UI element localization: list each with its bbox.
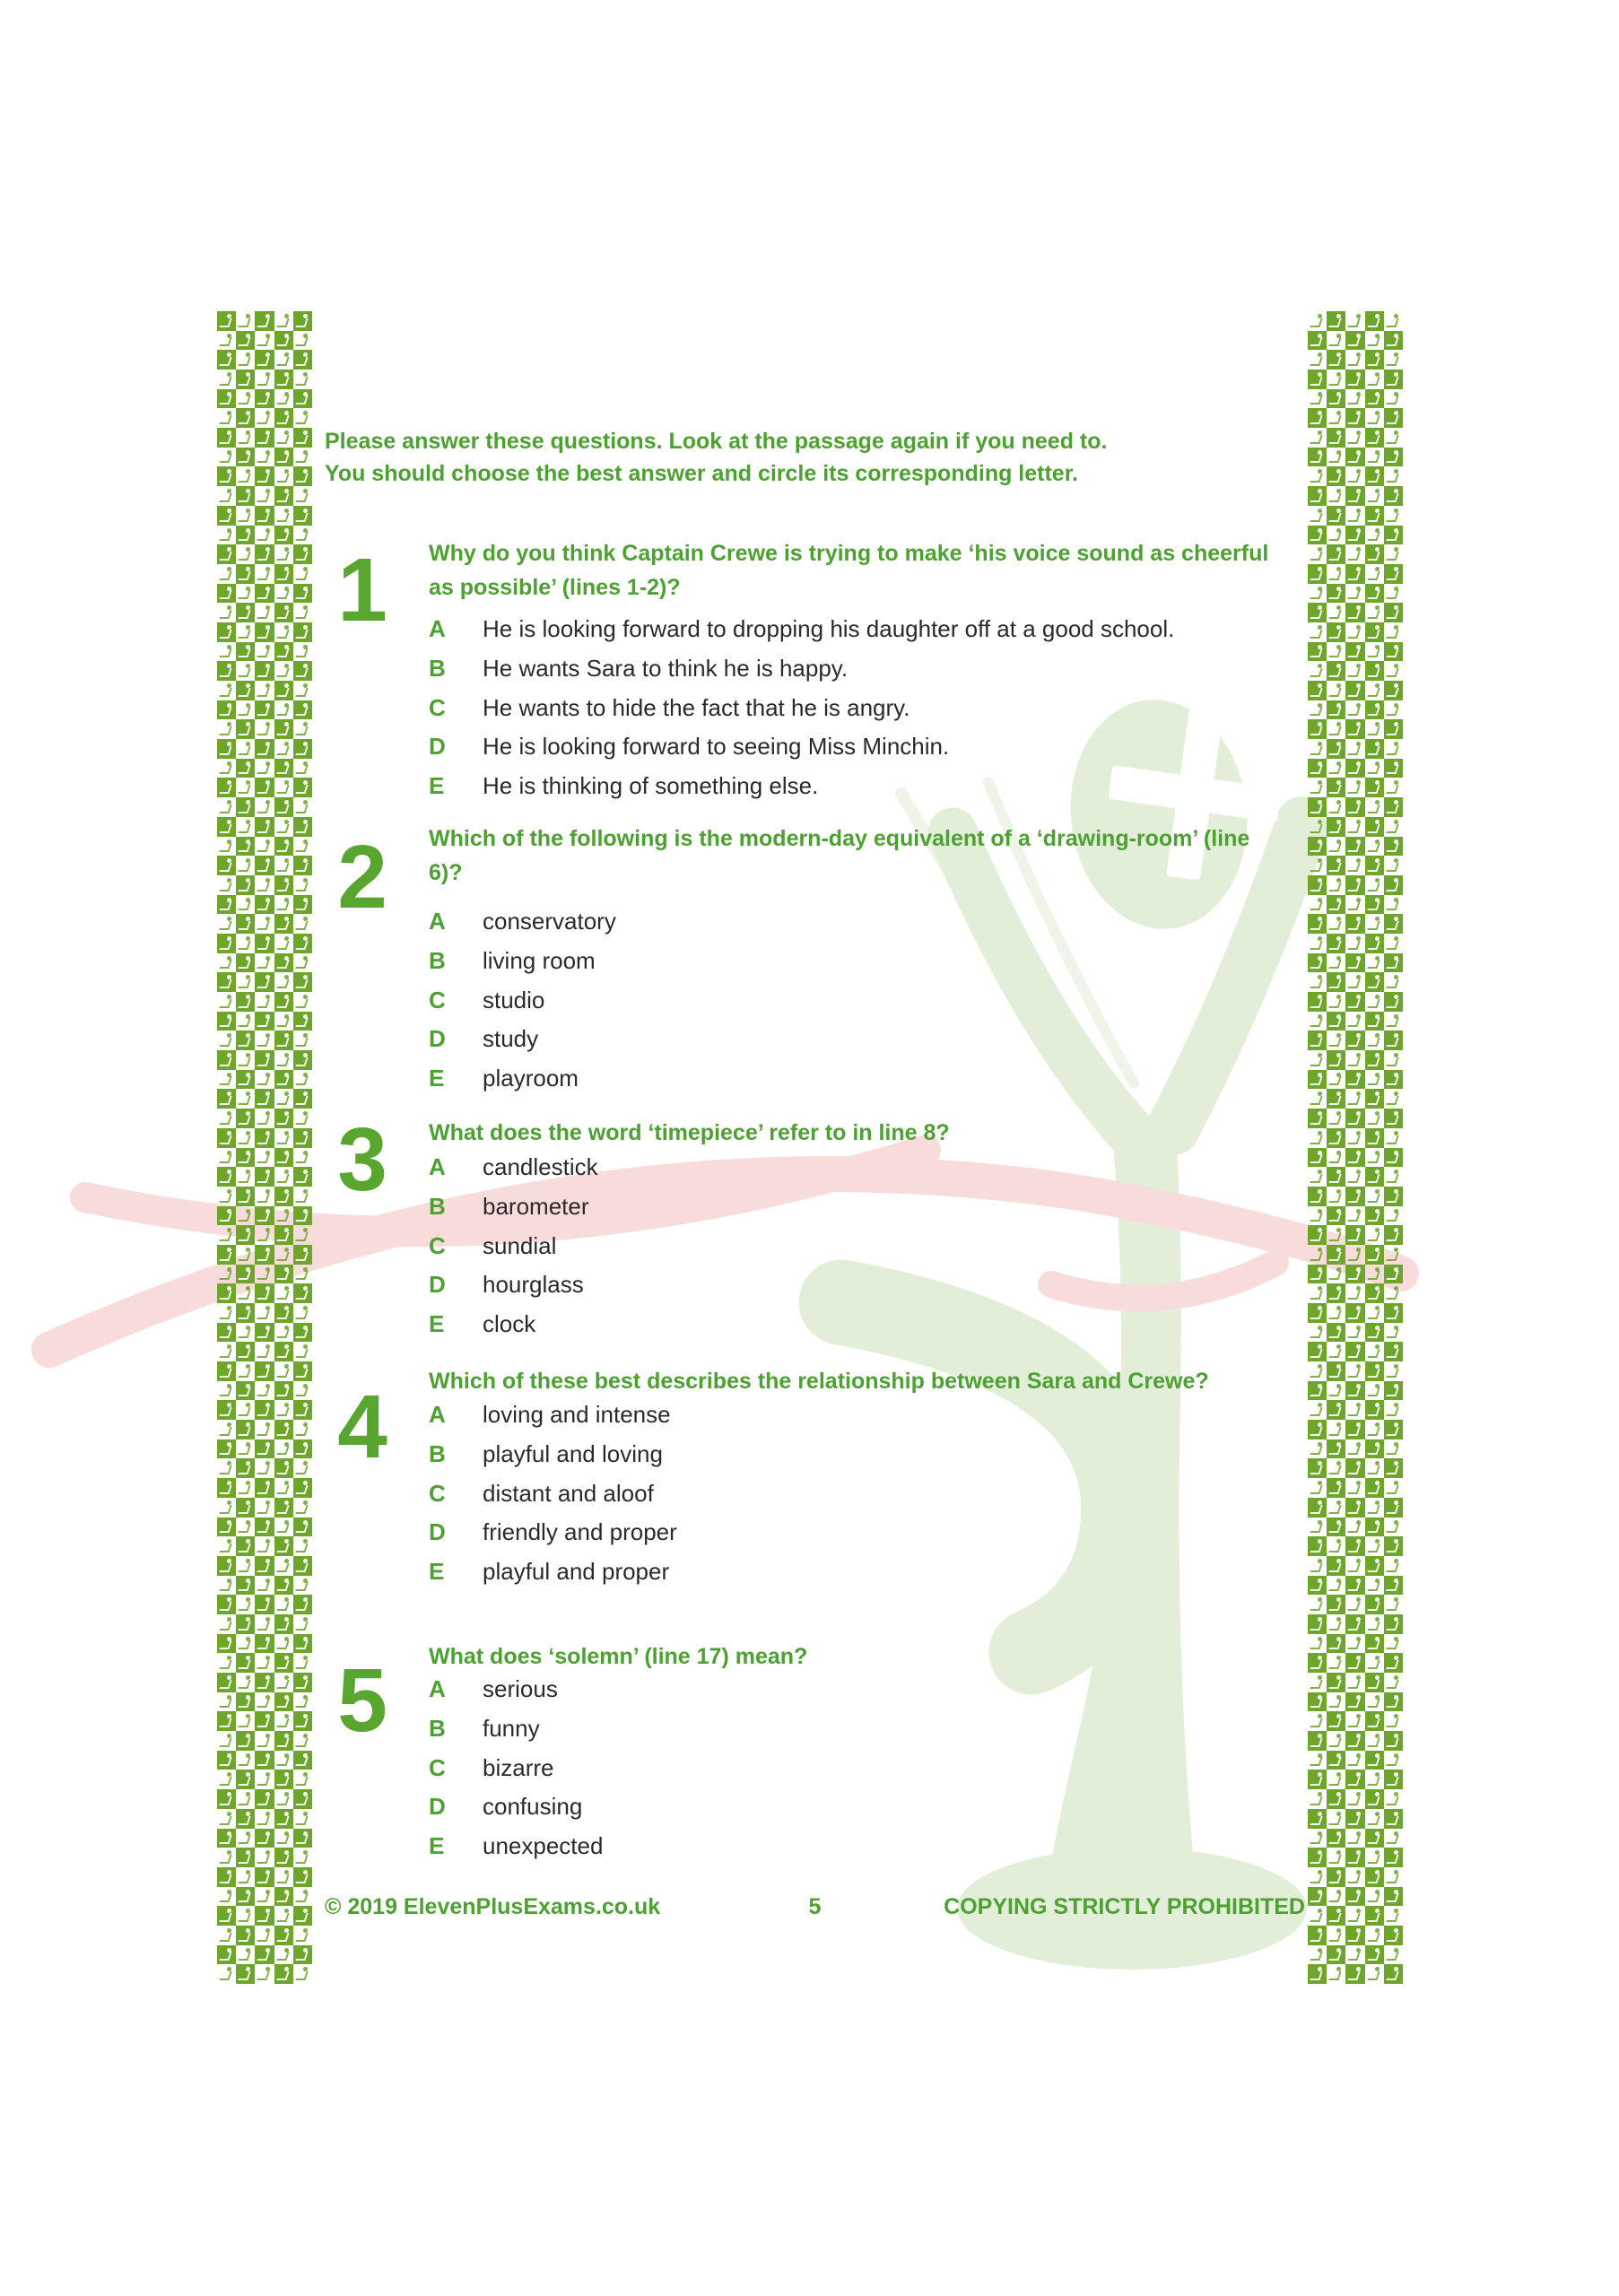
option-row[interactable] xyxy=(429,1226,1312,1265)
option-letter[interactable]: D xyxy=(429,1793,446,1821)
option-row[interactable] xyxy=(429,942,1312,981)
option-row[interactable] xyxy=(429,1748,1312,1787)
option-row[interactable] xyxy=(429,1552,1312,1592)
option-letter[interactable]: C xyxy=(429,1479,446,1507)
option-text: playroom xyxy=(483,1065,579,1092)
question-text xyxy=(429,1639,1321,1674)
option-row[interactable] xyxy=(429,610,1312,649)
option-letter[interactable]: D xyxy=(429,733,446,761)
option-text: He wants Sara to think he is happy. xyxy=(483,655,849,683)
option-text: candlestick xyxy=(483,1153,598,1181)
option-text: sundial xyxy=(483,1231,557,1259)
option-letter[interactable]: E xyxy=(429,1310,445,1338)
option-text: living room xyxy=(483,947,596,975)
option-letter[interactable]: D xyxy=(429,1025,446,1053)
option-letter[interactable]: A xyxy=(429,1401,446,1429)
option-letter[interactable]: A xyxy=(429,908,446,935)
question-text-line: Which of the following is the modern-day equivalent of a ‘drawing-room’ (line xyxy=(429,826,1250,851)
option-letter[interactable]: E xyxy=(429,772,445,800)
option-letter[interactable]: E xyxy=(429,1065,445,1092)
option-letter[interactable]: C xyxy=(429,1753,446,1781)
option-row[interactable] xyxy=(429,1435,1312,1474)
question-text-line: 6)? xyxy=(429,860,463,885)
options-list xyxy=(429,902,1312,1098)
option-letter[interactable]: B xyxy=(429,655,446,683)
option-text: clock xyxy=(483,1310,536,1338)
option-row[interactable] xyxy=(429,1787,1312,1827)
option-text: friendly and proper xyxy=(483,1518,677,1546)
page-number: 5 xyxy=(808,1894,822,1919)
option-letter[interactable]: C xyxy=(429,1231,446,1259)
option-text: distant and aloof xyxy=(483,1479,654,1507)
option-text: playful and loving xyxy=(483,1440,663,1468)
option-row[interactable] xyxy=(429,1513,1312,1552)
option-row[interactable] xyxy=(429,1827,1312,1866)
question-text xyxy=(429,1364,1321,1398)
option-row[interactable] xyxy=(429,1059,1312,1099)
options-list xyxy=(429,610,1312,805)
option-row[interactable] xyxy=(429,1265,1312,1305)
option-text: study xyxy=(483,1025,539,1053)
question-text-line: What does ‘solemn’ (line 17) mean? xyxy=(429,1644,808,1669)
options-list xyxy=(429,1396,1312,1591)
question-text-line: Which of these best describes the relationship between Sara and Crewe? xyxy=(429,1369,1209,1394)
option-text: unexpected xyxy=(483,1832,604,1860)
option-text: studio xyxy=(483,986,545,1013)
option-text: loving and intense xyxy=(483,1401,671,1429)
option-text: He is looking forward to dropping his daughter off at a good school. xyxy=(483,615,1175,643)
question-number: 4 xyxy=(337,1377,387,1477)
option-letter[interactable]: A xyxy=(429,1675,446,1703)
option-row[interactable] xyxy=(429,1474,1312,1513)
copy-prohibited-notice: COPYING STRICTLY PROHIBITED xyxy=(944,1894,1305,1919)
option-text: He is looking forward to seeing Miss Minchin. xyxy=(483,733,950,761)
option-text: hourglass xyxy=(483,1271,584,1299)
option-letter[interactable]: B xyxy=(429,1440,446,1468)
option-row[interactable] xyxy=(429,1709,1312,1749)
option-text: conservatory xyxy=(483,908,616,935)
option-row[interactable] xyxy=(429,1020,1312,1059)
option-row[interactable] xyxy=(429,980,1312,1020)
option-row[interactable] xyxy=(429,1148,1312,1187)
options-list xyxy=(429,1148,1312,1344)
option-text: playful and proper xyxy=(483,1558,670,1586)
option-row[interactable] xyxy=(429,1396,1312,1435)
question-text-line: as possible’ (lines 1-2)? xyxy=(429,575,681,600)
question-text xyxy=(429,1116,1321,1150)
option-letter[interactable]: A xyxy=(429,615,446,643)
question-number: 3 xyxy=(337,1109,387,1210)
option-row[interactable] xyxy=(429,688,1312,727)
option-letter[interactable]: C xyxy=(429,986,446,1013)
question-number: 1 xyxy=(337,540,387,640)
option-row[interactable] xyxy=(429,902,1312,942)
instructions-line-1: Please answer these questions. Look at the passage again if you need to. xyxy=(325,429,1108,454)
option-letter[interactable]: B xyxy=(429,1715,446,1743)
option-text: He wants to hide the fact that he is angry. xyxy=(483,693,910,721)
option-letter[interactable]: D xyxy=(429,1271,446,1299)
option-letter[interactable]: B xyxy=(429,1193,446,1221)
option-letter[interactable]: E xyxy=(429,1832,445,1860)
option-letter[interactable]: E xyxy=(429,1558,445,1586)
option-text: serious xyxy=(483,1675,558,1703)
option-text: bizarre xyxy=(483,1753,554,1781)
option-letter[interactable]: B xyxy=(429,947,446,975)
copyright-text: © 2019 ElevenPlusExams.co.uk xyxy=(325,1894,661,1919)
option-row[interactable] xyxy=(429,767,1312,806)
question-number: 5 xyxy=(337,1650,387,1751)
option-row[interactable] xyxy=(429,727,1312,767)
option-row[interactable] xyxy=(429,1187,1312,1227)
page-footer xyxy=(325,1894,1305,1925)
option-letter[interactable]: D xyxy=(429,1518,446,1546)
option-row[interactable] xyxy=(429,1305,1312,1344)
option-text: He is thinking of something else. xyxy=(483,772,819,800)
options-list xyxy=(429,1670,1312,1866)
question-text-line: Why do you think Captain Crewe is trying to make ‘his voice sound as cheerful xyxy=(429,541,1269,566)
question-text xyxy=(429,822,1321,890)
option-letter[interactable]: A xyxy=(429,1153,446,1181)
option-row[interactable] xyxy=(429,649,1312,689)
option-text: confusing xyxy=(483,1793,583,1821)
question-text-line: What does the word ‘timepiece’ refer to in line 8? xyxy=(429,1120,950,1145)
option-row[interactable] xyxy=(429,1670,1312,1709)
question-text xyxy=(429,536,1321,604)
instructions-line-2: You should choose the best answer and circle its corresponding letter. xyxy=(325,461,1079,486)
question-number: 2 xyxy=(337,827,387,927)
option-text: funny xyxy=(483,1715,540,1743)
option-letter[interactable]: C xyxy=(429,693,446,721)
option-text: barometer xyxy=(483,1193,589,1221)
